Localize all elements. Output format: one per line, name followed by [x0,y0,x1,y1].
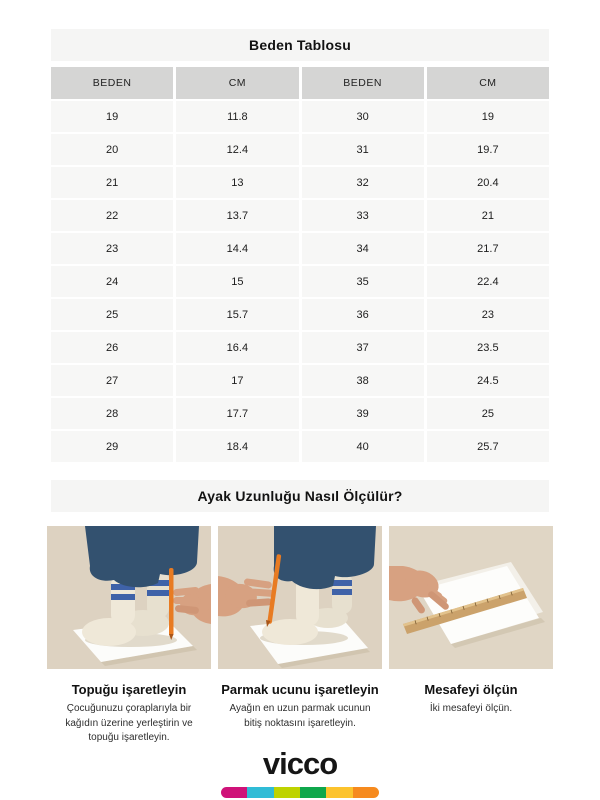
measure-photos [47,526,553,669]
vicco-logo: vicco [262,746,338,781]
size-cell: 36 [302,299,424,330]
size-cell: 12.4 [176,134,298,165]
size-cell: 40 [302,431,424,462]
size-cell: 23 [51,233,173,264]
size-cell: 13 [176,167,298,198]
toe-marking-photo [218,526,382,669]
ruler-measuring-photo [389,526,553,669]
measure-step-2 [218,682,382,746]
measure-step-2-description: Ayağın en uzun parmak ucunun bitiş noktasını işaretleyin. [229,703,371,729]
size-cell: 16.4 [176,332,298,363]
measure-step-3 [389,682,553,746]
size-cell: 27 [51,365,173,396]
size-cell: 30 [302,101,424,132]
measure-section-title-bar [51,480,549,512]
size-cell: 35 [302,266,424,297]
measure-step-1 [47,682,211,746]
column-header-beden-right: BEDEN [302,67,424,99]
size-cell: 39 [302,398,424,429]
size-table-title-bar [51,29,549,61]
size-cell: 24 [51,266,173,297]
size-cell: 19.7 [427,134,549,165]
size-cell: 24.5 [427,365,549,396]
brand-footer [0,746,600,798]
measure-step-1-description: Çocuğunuzu çoraplarıyla bir kağıdın üzerine yerleştirin ve topuğu işaretleyin. [65,703,193,743]
size-cell: 19 [51,101,173,132]
size-cell: 25 [427,398,549,429]
toe-marking-illustration [218,526,382,669]
measure-step-1-title: Topuğu işaretleyin [71,682,187,697]
column-header-cm-left: CM [176,67,298,99]
size-cell: 29 [51,431,173,462]
measure-step-3-description: İki mesafeyi ölçün. [429,703,513,714]
column-header-cm-right: CM [427,67,549,99]
size-cell: 31 [302,134,424,165]
size-cell: 14.4 [176,233,298,264]
size-cell: 26 [51,332,173,363]
size-cell: 15 [176,266,298,297]
size-cell: 22.4 [427,266,549,297]
size-cell: 17 [176,365,298,396]
size-cell: 33 [302,200,424,231]
size-cell: 18.4 [176,431,298,462]
measure-step-3-title: Mesafeyi ölçün [424,682,518,697]
size-cell: 34 [302,233,424,264]
size-cell: 22 [51,200,173,231]
measure-step-2-title: Parmak ucunu işaretleyin [221,682,379,697]
size-cell: 13.7 [176,200,298,231]
size-table [51,67,549,462]
size-cell: 32 [302,167,424,198]
size-cell: 15.7 [176,299,298,330]
size-cell: 37 [302,332,424,363]
measure-captions [47,682,553,746]
size-cell: 20 [51,134,173,165]
measure-section-title: Ayak Uzunluğu Nasıl Ölçülür? [197,488,403,504]
size-cell: 11.8 [176,101,298,132]
size-cell: 38 [302,365,424,396]
column-header-beden-left: BEDEN [51,67,173,99]
size-cell: 23.5 [427,332,549,363]
size-cell: 25 [51,299,173,330]
size-cell: 28 [51,398,173,429]
size-cell: 21 [427,200,549,231]
size-cell: 21.7 [427,233,549,264]
heel-marking-illustration [47,526,211,669]
size-cell: 25.7 [427,431,549,462]
size-cell: 19 [427,101,549,132]
size-table-title: Beden Tablosu [249,37,351,53]
heel-marking-photo [47,526,211,669]
size-cell: 21 [51,167,173,198]
ruler-measuring-illustration [389,526,553,669]
size-cell: 23 [427,299,549,330]
size-cell: 20.4 [427,167,549,198]
size-cell: 17.7 [176,398,298,429]
brand-color-bar [221,787,379,798]
